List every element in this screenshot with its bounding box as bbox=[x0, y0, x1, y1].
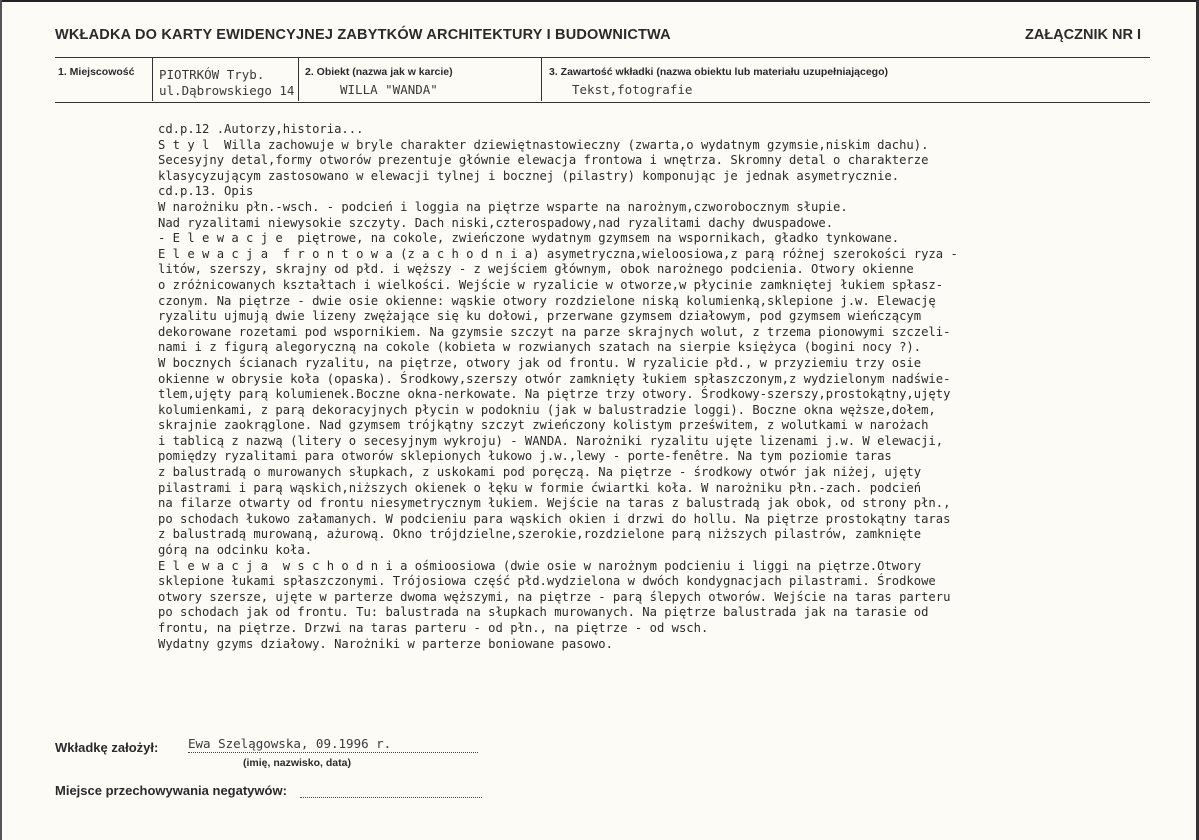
text-line: otwory szersze, ujęte w parterze dwoma węższymi, na piętrze - parą ślepych otworów. Wejście na taras parteru bbox=[158, 589, 951, 604]
content-value: Tekst,fotografie bbox=[572, 82, 693, 97]
text-line: i tablicą z nazwą (litery o secesyjnym wykroju) - WANDA. Narożniki ryzalitu ujęte lizenami j.w. W elewacji, bbox=[158, 433, 944, 448]
object-value: WILLA "WANDA" bbox=[340, 82, 438, 97]
text-line: z balustradą o murowanych słupkach, z uskokami pod poręczą. Na piętrze - środkowy otwór jak niżej, ujęty bbox=[158, 465, 922, 480]
text-line: tlem,ujęty parą kolumienek.Boczne okna-nerkowate. Na piętrze trzy otwory. Środkowy-szerszy,prostokątny,ujęty bbox=[158, 387, 951, 402]
author-value: Ewa Szelągowska, 09.1996 r. bbox=[188, 736, 392, 751]
text-line: litów, szerszy, skrajny od płd. i węższy - z wejściem głównym, obok narożnego podcienia. Otwory okienne bbox=[158, 262, 914, 277]
location-label: 1. Miejscowość bbox=[58, 66, 135, 78]
text-line: sklepione łukami spłaszczonymi. Trójosiowa część płd.wydzielona w dwóch kondygnacjach pilastrami. Środkowe bbox=[158, 574, 936, 589]
text-line: - E l e w a c j e piętrowe, na cokole, zwieńczone wydatnym gzymsem na wspornikach, gładko tynkowane. bbox=[158, 231, 900, 246]
form-title: WKŁADKA DO KARTY EWIDENCYJNEJ ZABYTKÓW ARCHITEKTURY I BUDOWNICTWA bbox=[55, 27, 671, 43]
text-line: dekorowane rozetami pod wspornikiem. Na gzymsie szczyt na parze skrajnych wolut, z trzema pionowymi szczeli- bbox=[158, 324, 951, 339]
content-label: 3. Zawartość wkładki (nazwa obiektu lub materiału uzupełniającego) bbox=[549, 66, 888, 78]
text-line: na filarze otwarty od frontu niesymetrycznym łukiem. Wejście na taras z balustradą jak obok, od strony płn., bbox=[158, 496, 951, 511]
author-label: Wkładkę założył: bbox=[55, 740, 159, 755]
text-line: po schodach jak od frontu. Tu: balustrada na słupkach murowanych. Na piętrze balustrada jak na tarasie od bbox=[158, 605, 929, 620]
text-line: okienne w obrysie koła (opaska). Środkowy,szerszy otwór zamknięty łukiem spłaszczonym,z wydzielonym nadświe- bbox=[158, 371, 951, 386]
text-line: nami i z figurą alegoryczną na cokole (kobieta w rozwianych szatach na sierpie księżyca (bogini nocy ?). bbox=[158, 340, 922, 355]
text-line: E l e w a c j a f r o n t o w a (z a c h o d n i a) asymetryczna,wieloosiowa,z parą różnej szerokości ryza - bbox=[158, 246, 958, 261]
annex-number: ZAŁĄCZNIK NR I bbox=[1025, 27, 1141, 43]
text-line: o zróżnicowanych kształtach i wielkości. Wejście w ryzalicie w otworze,w płycinie zamkniętej łukiem spłasz- bbox=[158, 277, 944, 292]
location-line-2: ul.Dąbrowskiego 14 bbox=[159, 83, 295, 98]
text-line: skrajnie zaokrąglone. Nad gzymsem trójkątny szczyt zwieńczony kolistym prześwitem, z wolutkami w narożach bbox=[158, 418, 929, 433]
divider-3 bbox=[541, 58, 542, 101]
fields-row bbox=[55, 57, 1150, 103]
negatives-dotted-line bbox=[300, 797, 482, 798]
text-line: E l e w a c j a w s c h o d n i a ośmioosiowa (dwie osie w narożnym podcieniu i liggi na piętrze.Otwory bbox=[158, 558, 922, 573]
text-line: górą na odcinku koła. bbox=[158, 543, 313, 558]
text-line: czonym. Na piętrze - dwie osie okienne: wąskie otwory rozdzielone niską kolumienką,sklepione j.w. Elewację bbox=[158, 293, 936, 308]
text-line: W narożniku płn.-wsch. - podcień i loggia na piętrze wsparte na narożnym,czworobocznym słupie. bbox=[158, 199, 848, 214]
text-line: klasycyzującym zastosowano w elewacji tylnej i bocznej (pilastry) komponując je jednak asymetrycznie. bbox=[158, 168, 900, 183]
location-line-1: PIOTRKÓW Tryb. bbox=[159, 67, 265, 82]
text-line: z balustradą murowaną, ażurową. Okno trójdzielne,szerokie,rozdzielone parą niższych pilastrów, zamknięte bbox=[158, 527, 922, 542]
frame-left-edge bbox=[0, 0, 2, 840]
divider-1 bbox=[152, 58, 153, 101]
text-line: kolumienkami, z parą dekoracyjnych płycin w podokniu (jak w balustradzie loggi). Boczne okna węższe,dołem, bbox=[158, 402, 936, 417]
text-line: Nad ryzalitami niewysokie szczyty. Dach niski,czterospadowy,nad ryzalitami dachy dwuspadowe. bbox=[158, 215, 834, 230]
author-hint: (imię, nazwisko, data) bbox=[243, 757, 351, 769]
text-line: po schodach łukowo załamanych. W podcieniu para wąskich okien i drzwi do hollu. Na piętrze prostokątny taras bbox=[158, 511, 951, 526]
divider-2 bbox=[298, 58, 299, 101]
object-label: 2. Obiekt (nazwa jak w karcie) bbox=[305, 66, 453, 78]
typed-description bbox=[158, 122, 1058, 652]
text-line: Wydatny gzyms działowy. Narożniki w parterze boniowane pasowo. bbox=[158, 636, 613, 651]
negatives-label: Miejsce przechowywania negatywów: bbox=[55, 783, 287, 798]
text-line: S t y l Willa zachowuje w bryle charakter dziewiętnastowieczny (zwarta,o wydatnym gzymsie,niskim dachu). bbox=[158, 137, 929, 152]
text-line: W bocznych ścianach ryzalitu, na piętrze, otwory jak od frontu. W ryzalicie płd., w przyziemiu trzy osie bbox=[158, 355, 922, 370]
text-line: Secesyjny detal,formy otworów prezentuje głównie elewacja frontowa i wnętrza. Skromny detal o charakterze bbox=[158, 153, 929, 168]
text-line: frontu, na piętrze. Drzwi na taras parteru - od płn., na piętrze - od wsch. bbox=[158, 621, 709, 635]
author-dotted-line bbox=[188, 752, 478, 753]
text-line: cd.p.12 .Autorzy,historia... bbox=[158, 122, 364, 136]
text-line: ryzalitu ujmują dwie lizeny zwężające się ku dołowi, przerwane gzymsem działowym, pod gzymsem wieńczącym bbox=[158, 309, 922, 324]
frame-top-edge bbox=[0, 0, 1199, 2]
text-line: cd.p.13. Opis bbox=[158, 184, 254, 199]
text-line: pomiędzy ryzalitami para otworów sklepionych łukowo j.w.,lewy - porte-fenêtre. Na tym poziomie taras bbox=[158, 449, 892, 464]
text-line: pilastrami i parą wąskich,niższych okienek o łęku w formie ćwiartki koła. W narożniku płn.-zach. podcień bbox=[158, 480, 922, 495]
